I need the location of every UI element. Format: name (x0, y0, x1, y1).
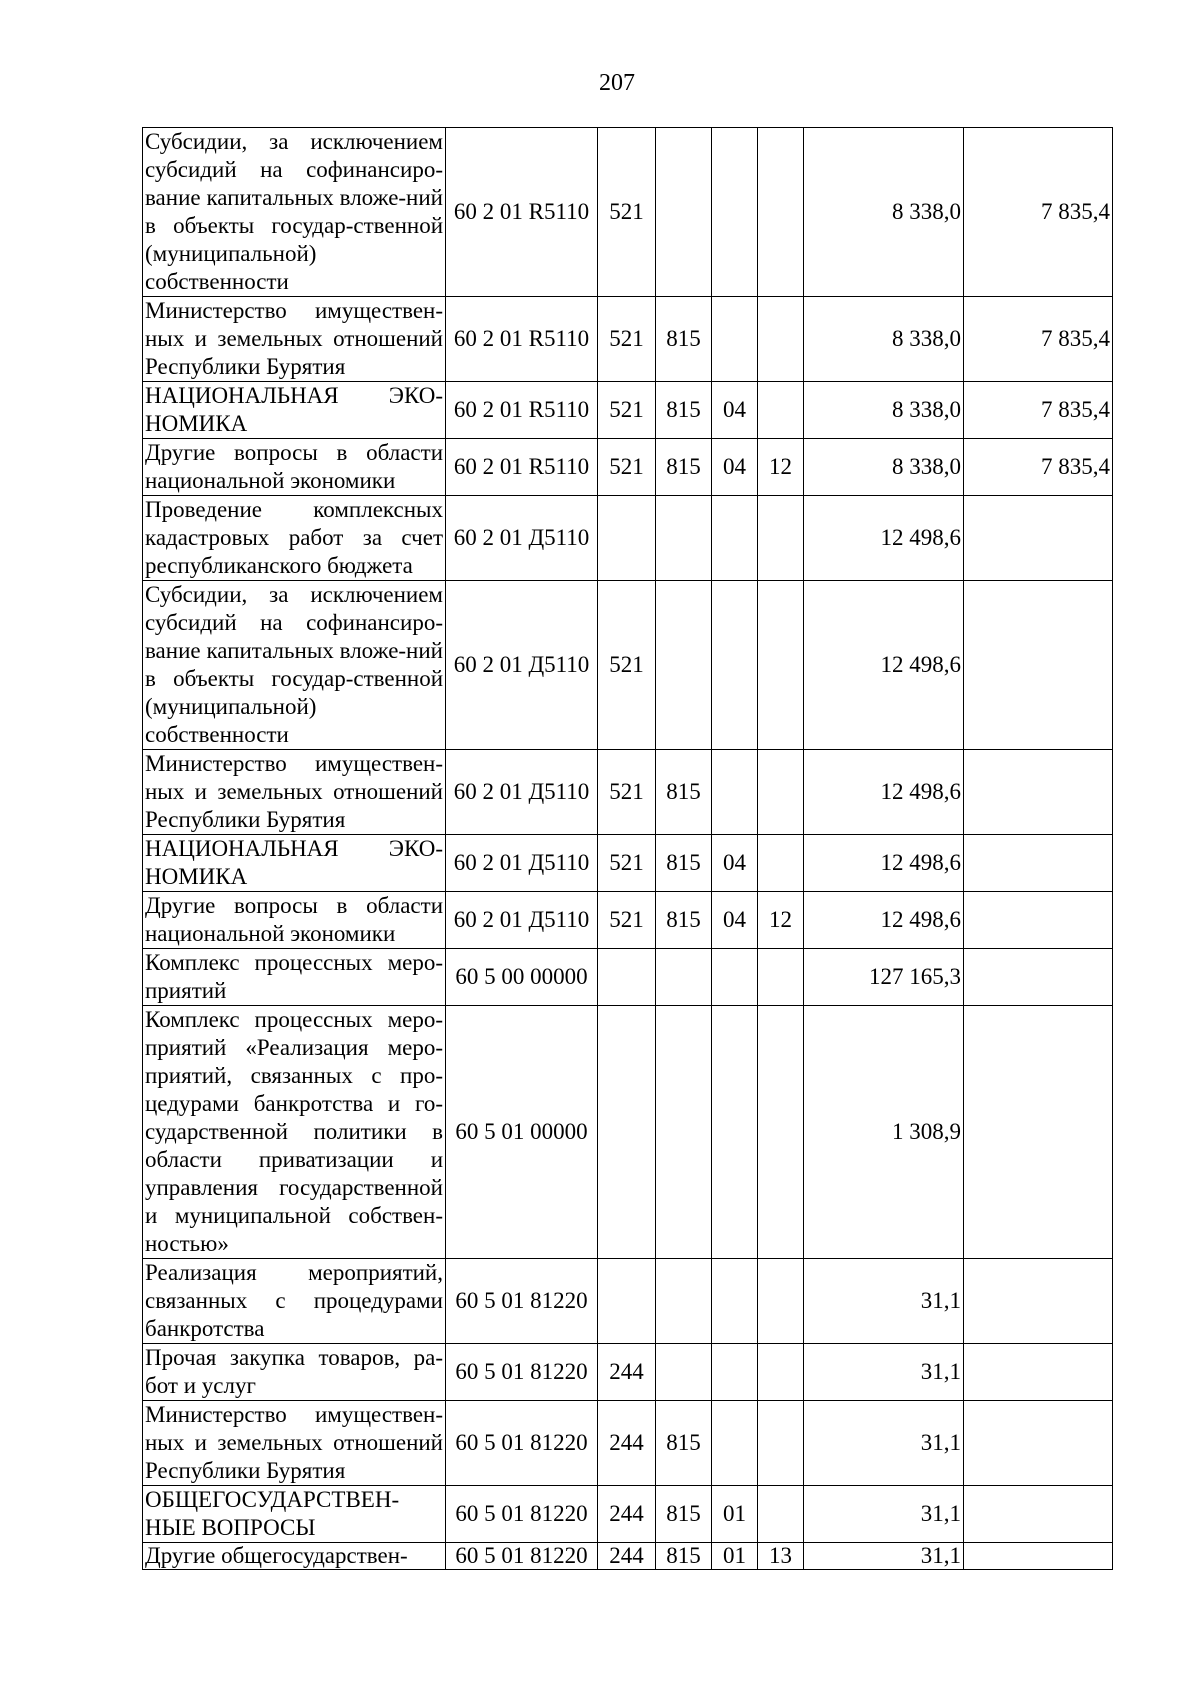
amount-cell: 8 338,0 (804, 128, 964, 297)
expense-type-cell: 521 (598, 439, 656, 496)
row-name-cell: НАЦИОНАЛЬНАЯ ЭКО-НОМИКА (143, 382, 446, 439)
amount-second-cell: 7 835,4 (964, 382, 1113, 439)
expense-type-cell: 521 (598, 835, 656, 892)
amount-cell: 31,1 (804, 1259, 964, 1344)
expense-type-cell: 244 (598, 1344, 656, 1401)
subsection-cell (758, 496, 804, 581)
row-name-cell: Проведение комплексных кадастровых работ за счет республиканского бюджета (143, 496, 446, 581)
target-code-cell: 60 5 01 81220 (446, 1259, 598, 1344)
subsection-cell (758, 835, 804, 892)
amount-cell: 12 498,6 (804, 581, 964, 750)
amount-second-cell (964, 496, 1113, 581)
amount-second-cell (964, 1259, 1113, 1344)
row-name-cell: Другие вопросы в области национальной экономики (143, 439, 446, 496)
row-name-cell: Комплекс процессных меро-приятий «Реализация меро-приятий, связанных с про-цедурами банкротства и го-сударственной политики в области приватизации и управления государственной и муниципальной собствен-ностью» (143, 1006, 446, 1259)
amount-second-cell (964, 949, 1113, 1006)
section-cell: 01 (712, 1486, 758, 1543)
row-name-cell: Субсидии, за исключением субсидий на софинансиро-вание капитальных вложе-ний в объекты государ-ственной (муниципальной) собственности (143, 581, 446, 750)
table-body (143, 128, 1113, 1570)
ministry-code-cell: 815 (656, 439, 712, 496)
table-row (143, 1486, 1113, 1543)
subsection-cell (758, 949, 804, 1006)
row-name-cell: Другие вопросы в области национальной экономики (143, 892, 446, 949)
amount-cell: 8 338,0 (804, 382, 964, 439)
table-row (143, 128, 1113, 297)
expense-type-cell: 521 (598, 581, 656, 750)
target-code-cell: 60 5 01 81220 (446, 1543, 598, 1570)
amount-second-cell (964, 1344, 1113, 1401)
amount-cell: 1 308,9 (804, 1006, 964, 1259)
row-name-cell: Другие общегосударствен- (143, 1543, 446, 1570)
table-row (143, 496, 1113, 581)
ministry-code-cell (656, 581, 712, 750)
subsection-cell (758, 1259, 804, 1344)
row-name-cell: Министерство имуществен-ных и земельных отношений Республики Бурятия (143, 297, 446, 382)
amount-cell: 8 338,0 (804, 297, 964, 382)
expense-type-cell: 244 (598, 1401, 656, 1486)
table-row (143, 1344, 1113, 1401)
amount-cell: 12 498,6 (804, 750, 964, 835)
section-cell (712, 128, 758, 297)
section-cell: 04 (712, 892, 758, 949)
target-code-cell: 60 2 01 Д5110 (446, 750, 598, 835)
amount-cell: 12 498,6 (804, 892, 964, 949)
ministry-code-cell: 815 (656, 297, 712, 382)
row-name-cell: ОБЩЕГОСУДАРСТВЕН-НЫЕ ВОПРОСЫ (143, 1486, 446, 1543)
table-row (143, 297, 1113, 382)
subsection-cell (758, 750, 804, 835)
amount-cell: 31,1 (804, 1486, 964, 1543)
target-code-cell: 60 2 01 R5110 (446, 297, 598, 382)
subsection-cell (758, 128, 804, 297)
expense-type-cell: 521 (598, 750, 656, 835)
subsection-cell: 12 (758, 892, 804, 949)
target-code-cell: 60 5 00 00000 (446, 949, 598, 1006)
target-code-cell: 60 2 01 R5110 (446, 128, 598, 297)
expense-type-cell: 521 (598, 382, 656, 439)
ministry-code-cell (656, 1344, 712, 1401)
page-number: 207 (599, 70, 635, 96)
table-row (143, 1401, 1113, 1486)
target-code-cell: 60 5 01 81220 (446, 1344, 598, 1401)
expense-type-cell: 244 (598, 1543, 656, 1570)
ministry-code-cell: 815 (656, 382, 712, 439)
ministry-code-cell: 815 (656, 750, 712, 835)
row-name-cell: Комплекс процессных меро-приятий (143, 949, 446, 1006)
section-cell: 04 (712, 439, 758, 496)
row-name-cell: Министерство имуществен-ных и земельных отношений Республики Бурятия (143, 750, 446, 835)
section-cell: 04 (712, 835, 758, 892)
subsection-cell (758, 382, 804, 439)
subsection-cell: 13 (758, 1543, 804, 1570)
amount-second-cell (964, 1401, 1113, 1486)
expense-type-cell (598, 1006, 656, 1259)
section-cell (712, 496, 758, 581)
amount-cell: 31,1 (804, 1344, 964, 1401)
row-name-cell: Реализация мероприятий, связанных с процедурами банкротства (143, 1259, 446, 1344)
table-row (143, 382, 1113, 439)
amount-cell: 31,1 (804, 1401, 964, 1486)
amount-cell: 12 498,6 (804, 835, 964, 892)
target-code-cell: 60 5 01 81220 (446, 1486, 598, 1543)
section-cell (712, 1259, 758, 1344)
expense-type-cell: 521 (598, 892, 656, 949)
table-row (143, 439, 1113, 496)
subsection-cell (758, 1401, 804, 1486)
row-name-cell: НАЦИОНАЛЬНАЯ ЭКО-НОМИКА (143, 835, 446, 892)
expense-type-cell (598, 1259, 656, 1344)
expense-type-cell (598, 496, 656, 581)
subsection-cell (758, 581, 804, 750)
section-cell (712, 297, 758, 382)
section-cell (712, 750, 758, 835)
table-row (143, 581, 1113, 750)
target-code-cell: 60 2 01 R5110 (446, 439, 598, 496)
table-row (143, 835, 1113, 892)
budget-table (142, 127, 1113, 1570)
table-row (143, 1259, 1113, 1344)
target-code-cell: 60 2 01 Д5110 (446, 892, 598, 949)
expense-type-cell: 244 (598, 1486, 656, 1543)
ministry-code-cell: 815 (656, 892, 712, 949)
table-row (143, 1543, 1113, 1570)
subsection-cell: 12 (758, 439, 804, 496)
expense-type-cell (598, 949, 656, 1006)
ministry-code-cell: 815 (656, 1401, 712, 1486)
row-name-cell: Субсидии, за исключением субсидий на софинансиро-вание капитальных вложе-ний в объекты государ-ственной (муниципальной) собственности (143, 128, 446, 297)
target-code-cell: 60 2 01 Д5110 (446, 496, 598, 581)
table-row (143, 892, 1113, 949)
target-code-cell: 60 2 01 R5110 (446, 382, 598, 439)
amount-second-cell: 7 835,4 (964, 128, 1113, 297)
amount-cell: 127 165,3 (804, 949, 964, 1006)
table-row (143, 750, 1113, 835)
table-row (143, 949, 1113, 1006)
ministry-code-cell: 815 (656, 1486, 712, 1543)
ministry-code-cell: 815 (656, 835, 712, 892)
target-code-cell: 60 5 01 81220 (446, 1401, 598, 1486)
ministry-code-cell: 815 (656, 1543, 712, 1570)
amount-second-cell: 7 835,4 (964, 297, 1113, 382)
amount-cell: 8 338,0 (804, 439, 964, 496)
ministry-code-cell (656, 949, 712, 1006)
subsection-cell (758, 1486, 804, 1543)
amount-second-cell (964, 1006, 1113, 1259)
amount-second-cell (964, 581, 1113, 750)
target-code-cell: 60 5 01 00000 (446, 1006, 598, 1259)
ministry-code-cell (656, 128, 712, 297)
amount-second-cell (964, 835, 1113, 892)
row-name-cell: Министерство имуществен-ных и земельных отношений Республики Бурятия (143, 1401, 446, 1486)
subsection-cell (758, 297, 804, 382)
section-cell: 04 (712, 382, 758, 439)
target-code-cell: 60 2 01 Д5110 (446, 835, 598, 892)
expense-type-cell: 521 (598, 128, 656, 297)
section-cell: 01 (712, 1543, 758, 1570)
table-row (143, 1006, 1113, 1259)
ministry-code-cell (656, 1006, 712, 1259)
amount-second-cell (964, 892, 1113, 949)
ministry-code-cell (656, 496, 712, 581)
section-cell (712, 581, 758, 750)
section-cell (712, 1344, 758, 1401)
amount-second-cell (964, 1486, 1113, 1543)
amount-second-cell (964, 750, 1113, 835)
section-cell (712, 1006, 758, 1259)
amount-second-cell (964, 1543, 1113, 1570)
section-cell (712, 949, 758, 1006)
target-code-cell: 60 2 01 Д5110 (446, 581, 598, 750)
subsection-cell (758, 1344, 804, 1401)
amount-second-cell: 7 835,4 (964, 439, 1113, 496)
amount-cell: 31,1 (804, 1543, 964, 1570)
subsection-cell (758, 1006, 804, 1259)
row-name-cell: Прочая закупка товаров, ра-бот и услуг (143, 1344, 446, 1401)
expense-type-cell: 521 (598, 297, 656, 382)
amount-cell: 12 498,6 (804, 496, 964, 581)
ministry-code-cell (656, 1259, 712, 1344)
section-cell (712, 1401, 758, 1486)
